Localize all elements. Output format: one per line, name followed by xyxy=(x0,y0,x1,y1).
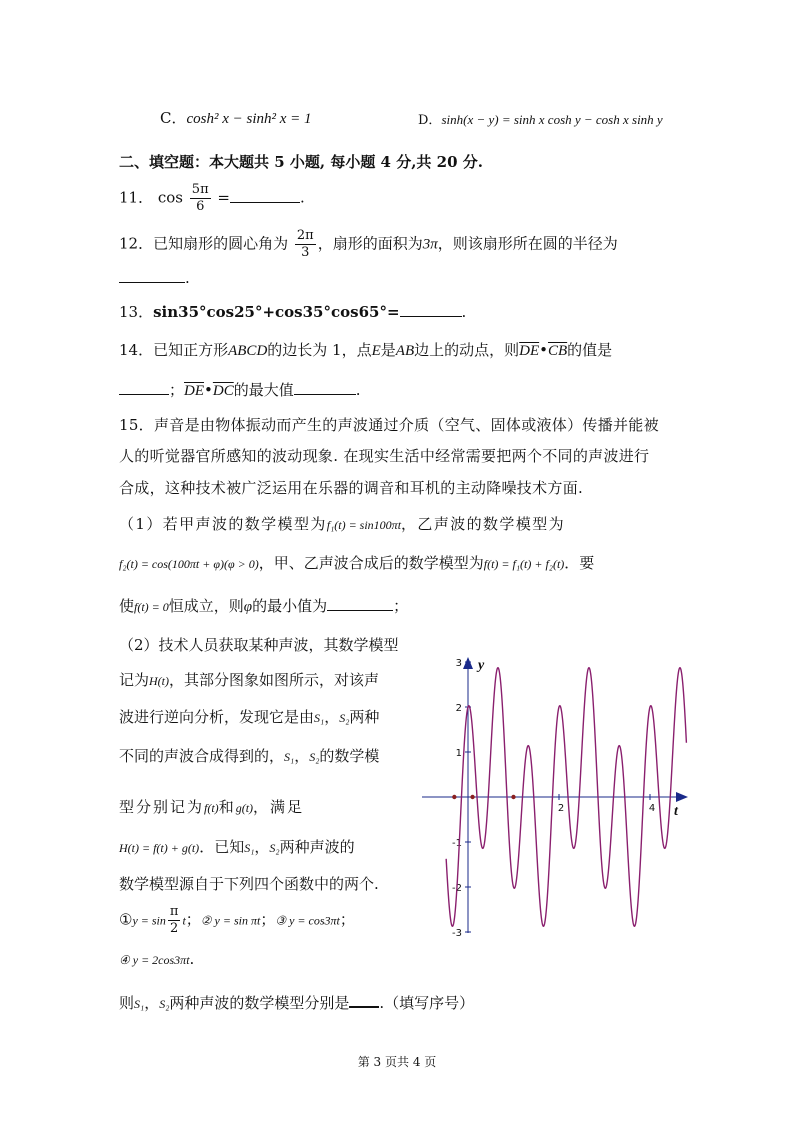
x-tick-label: 2 xyxy=(557,803,565,814)
q15-part2-line7: 数学模型源自于下列四个函数中的两个. xyxy=(119,875,379,893)
q15-part2-line5: 型分别记为f(t)和g(t)，满足 xyxy=(119,798,305,816)
option-d-formula: sinh(x − y) = sinh x cosh y − cosh x sinh y xyxy=(441,112,663,127)
option-c-formula: cosh² x − sinh² x = 1 xyxy=(186,111,312,127)
y-axis-arrow xyxy=(463,657,473,669)
q12-answer-blank[interactable] xyxy=(119,268,185,283)
y-tick-label: -2 xyxy=(452,883,462,894)
q15-part2-line6: H(t) = f(t) + g(t)．已知S₁，S₂两种声波的 xyxy=(119,838,355,856)
q15-final-question: 则S₁，S₂两种声波的数学模型分别是 .（填写序号） xyxy=(119,994,475,1012)
option-c: C．cosh² x − sinh² x = 1 xyxy=(160,109,312,127)
q15-part2-line4: 不同的声波合成得到的，S₁，S₂的数学模 xyxy=(119,747,380,765)
page-footer: 第 3 页共 4 页 xyxy=(357,1055,437,1069)
marked-point xyxy=(470,795,474,799)
q15-part2-line2: 记为H(t)，其部分图象如图所示，对该声 xyxy=(119,671,380,689)
x-axis-arrow xyxy=(676,792,688,802)
q15-part2-line1: （2）技术人员获取某种声波，其数学模型 xyxy=(119,636,399,654)
vector-de-2: $\overline{DE}$ xyxy=(184,383,205,399)
q15-part2-line3: 波进行逆向分析，发现它是由S₁，S₂两种 xyxy=(119,708,380,726)
question-14-line2: ；$\overline{DE}•\overline{DC}$的最大值 . xyxy=(119,380,361,401)
y-tick-label: 3 xyxy=(455,658,462,669)
vector-de: $\overline{DE}$ xyxy=(519,343,540,359)
q15-final-answer-blank[interactable] xyxy=(349,992,379,1008)
f1-fraction: $\frac{\pi}{2}$ xyxy=(169,904,179,936)
question-13: 13．sin35°cos25°+cos35°cos65°= . xyxy=(119,303,467,321)
y-tick-label: 2 xyxy=(455,703,462,714)
x-axis-label: t xyxy=(674,804,678,819)
section-title: 二、填空题：本大题共 5 小题, 每小题 4 分,共 20 分. xyxy=(119,153,483,171)
q14-answer-blank-1[interactable] xyxy=(119,380,169,395)
q12-fraction: $\frac{2\pi}{3}$ xyxy=(296,228,314,260)
vector-cb: $\overline{CB}$ xyxy=(547,343,568,359)
question-12: 12．已知扇形的圆心角为 $\frac{2\pi}{3}$ ，扇形的面积为3π，则该扇形所在圆的半径为 xyxy=(119,228,618,260)
y-axis-label: y xyxy=(478,658,485,673)
q11-answer-blank[interactable] xyxy=(230,188,300,203)
q13-answer-blank[interactable] xyxy=(400,302,462,317)
question-15-line1: 15．声音是由物体振动而产生的声波通过介质（空气、固体或液体）传播并能被 xyxy=(119,416,659,434)
y-tick-label: -1 xyxy=(452,838,462,849)
question-14: 14．已知正方形ABCD的边长为 1，点E是AB边上的动点，则$\overline{DE}•\overline{CB}$的值是 xyxy=(119,341,613,359)
vector-dc: $\overline{DC}$ xyxy=(212,383,234,399)
q15-part1-line1: （1）若甲声波的数学模型为f₁(t) = sin100πt，乙声波的数学模型为 xyxy=(119,515,566,533)
question-11: 11． cos $\frac{5\pi}{6}$ = . xyxy=(119,182,305,214)
option-d: D．sinh(x − y) = sinh x cosh y − cosh x sinh y xyxy=(418,112,663,128)
q11-fraction: $\frac{5\pi}{6}$ xyxy=(191,182,209,214)
q14-answer-blank-2[interactable] xyxy=(294,380,356,395)
waveform-chart xyxy=(422,655,690,939)
question-15-line2: 人的听觉器官所感知的波动现象. 在现实生活中经常需要把两个不同的声波进行 xyxy=(119,447,650,465)
q15-part1-line3: 使f(t) = 0恒成立，则φ的最小值为 ； xyxy=(119,597,409,615)
q15-part1-line2: f₂(t) = cos(100πt + φ)(φ > 0)，甲、乙声波合成后的数学模型为f(t) = f₁(t) + f₂(t)．要 xyxy=(119,554,595,572)
x-tick-label: 4 xyxy=(648,803,656,814)
function-list-1: ①y = sin $\frac{\pi}{2}$ t；② y = sin πt；③ y = cos3πt； xyxy=(119,904,355,936)
marked-point xyxy=(511,795,515,799)
q15-part1-answer-blank[interactable] xyxy=(327,596,393,611)
question-15-line3: 合成，这种技术被广泛运用在乐器的调音和耳机的主动降噪技术方面. xyxy=(119,479,584,497)
function-list-2: ④ y = 2cos3πt. xyxy=(119,950,195,968)
y-tick-label: -3 xyxy=(452,928,462,939)
marked-point xyxy=(452,795,456,799)
question-12-blank-line: . xyxy=(119,268,190,288)
y-tick-label: 1 xyxy=(455,748,462,759)
